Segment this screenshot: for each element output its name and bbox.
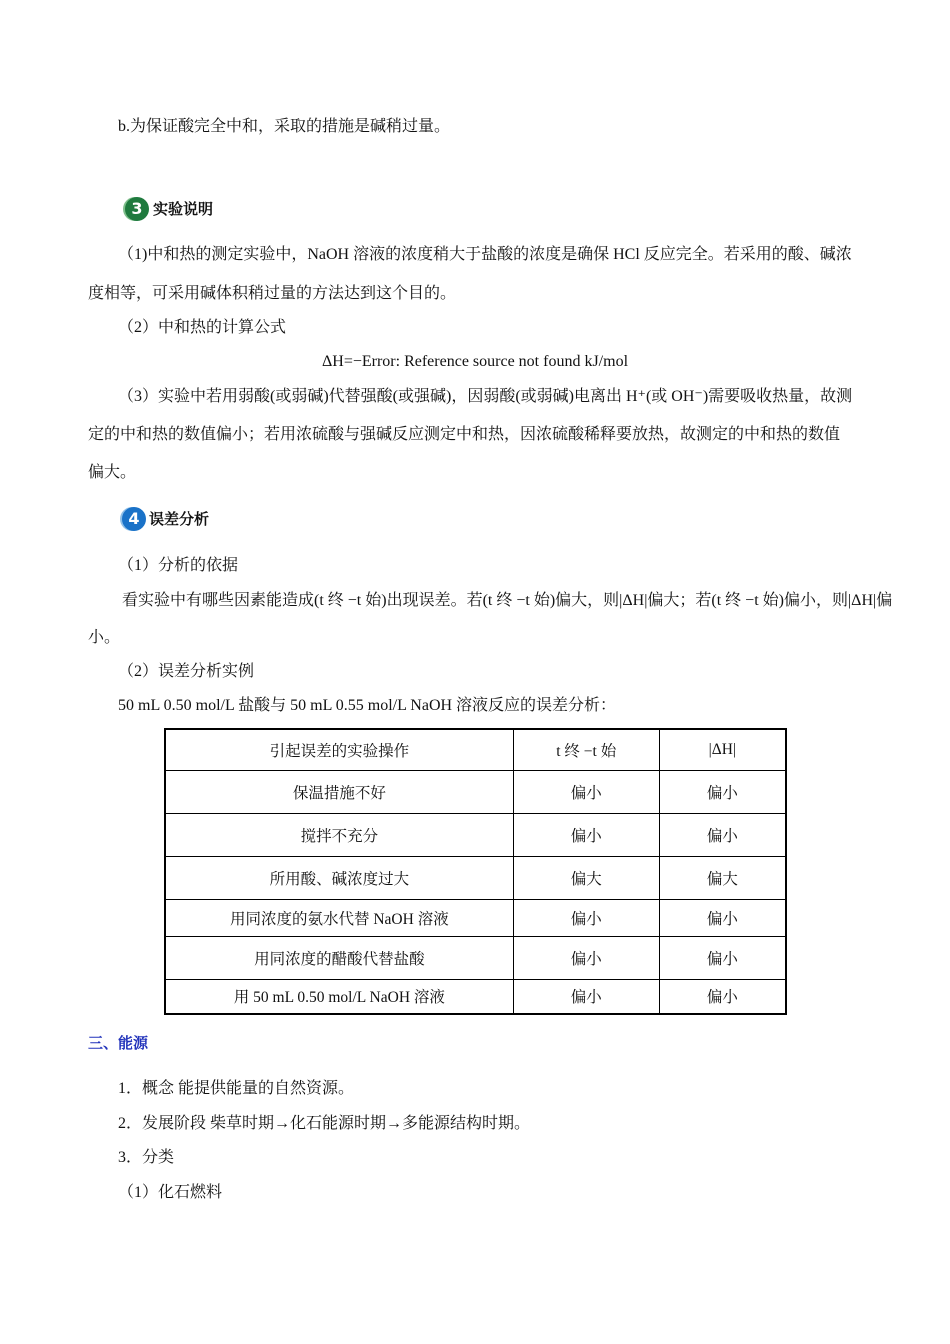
energy-item-1: 1．概念 能提供能量的自然资源。 (118, 1080, 355, 1097)
text-line-b: b.为保证酸完全中和，采取的措施是碱稍过量。 (118, 118, 451, 135)
analysis-basis-line-1: 看实验中有哪些因素能造成(t 终 −t 始)出现误差。若(t 终 −t 始)偏大，则|ΔH|偏大；若(t 终 −t 始)偏小，则|ΔH|偏 (122, 592, 893, 609)
energy-item-2: 2．发展阶段 柴草时期→化石能源时期→多能源结构时期。 (118, 1115, 531, 1132)
analysis-example-heading: （2）误差分析实例 (118, 663, 255, 680)
paragraph-1-line-1: （1)中和热的测定实验中，NaOH 溶液的浓度稍大于盐酸的浓度是确保 HCl 反应完全。若采用的酸、碱浓 (118, 246, 852, 263)
table-row (165, 979, 786, 1014)
analysis-example-intro: 50 mL 0.50 mol/L 盐酸与 50 mL 0.55 mol/L NaOH 溶液反应的误差分析： (118, 697, 617, 714)
table-cell: 用同浓度的醋酸代替盐酸 (165, 936, 513, 979)
table-cell: 偏小 (513, 813, 659, 856)
table-cell: 偏小 (659, 770, 786, 813)
table-cell: 偏小 (513, 770, 659, 813)
table-cell: 用同浓度的氨水代替 NaOH 溶液 (165, 899, 513, 936)
table-cell: 偏小 (659, 979, 786, 1014)
table-row (165, 899, 786, 936)
table-cell: 偏小 (513, 936, 659, 979)
paragraph-3-line-3: 偏大。 (88, 464, 137, 481)
table-cell: 偏大 (513, 856, 659, 899)
analysis-basis-line-2: 小。 (88, 629, 121, 646)
table-row (165, 856, 786, 899)
paragraph-2: （2）中和热的计算公式 (118, 319, 287, 336)
paragraph-3-line-2: 定的中和热的数值偏小；若用浓硫酸与强碱反应测定中和热，因浓硫酸稀释要放热，故测定的中和热的数值 (88, 426, 841, 443)
paragraph-1-line-2: 度相等，可采用碱体积稍过量的方法达到这个目的。 (88, 285, 457, 302)
error-analysis-table (164, 728, 787, 1015)
analysis-basis-heading: （1）分析的依据 (118, 557, 239, 574)
table-row (165, 936, 786, 979)
table-row (165, 770, 786, 813)
table-cell: 偏小 (659, 813, 786, 856)
table-header-row (165, 729, 786, 770)
table-cell: 所用酸、碱浓度过大 (165, 856, 513, 899)
section-4-title: 误差分析 (149, 510, 210, 528)
table-header-cell: t 终 −t 始 (513, 729, 659, 770)
table-cell: 保温措施不好 (165, 770, 513, 813)
energy-item-3: 3．分类 (118, 1149, 175, 1166)
table-cell: 偏大 (659, 856, 786, 899)
section-3-title: 实验说明 (153, 200, 214, 218)
energy-heading: 三、能源 (88, 1034, 149, 1052)
table-header-cell: |ΔH| (659, 729, 786, 770)
section-3-badge-icon: 3 (125, 197, 149, 221)
table-cell: 偏小 (659, 936, 786, 979)
table-cell: 偏小 (513, 899, 659, 936)
paragraph-3-line-1: （3）实验中若用弱酸(或弱碱)代替强酸(或强碱)，因弱酸(或弱碱)电离出 H⁺(或 OH⁻)需要吸收热量，故测 (118, 388, 853, 405)
energy-item-4: （1）化石燃料 (118, 1184, 223, 1201)
table-header-cell: 引起误差的实验操作 (165, 729, 513, 770)
table-cell: 偏小 (513, 979, 659, 1014)
table-cell: 用 50 mL 0.50 mol/L NaOH 溶液 (165, 979, 513, 1014)
section-4-badge-icon: 4 (122, 507, 146, 531)
table-cell: 搅拌不充分 (165, 813, 513, 856)
table-row (165, 813, 786, 856)
table-cell: 偏小 (659, 899, 786, 936)
formula: ΔH=−Error: Reference source not found kJ/mol (321, 353, 629, 370)
